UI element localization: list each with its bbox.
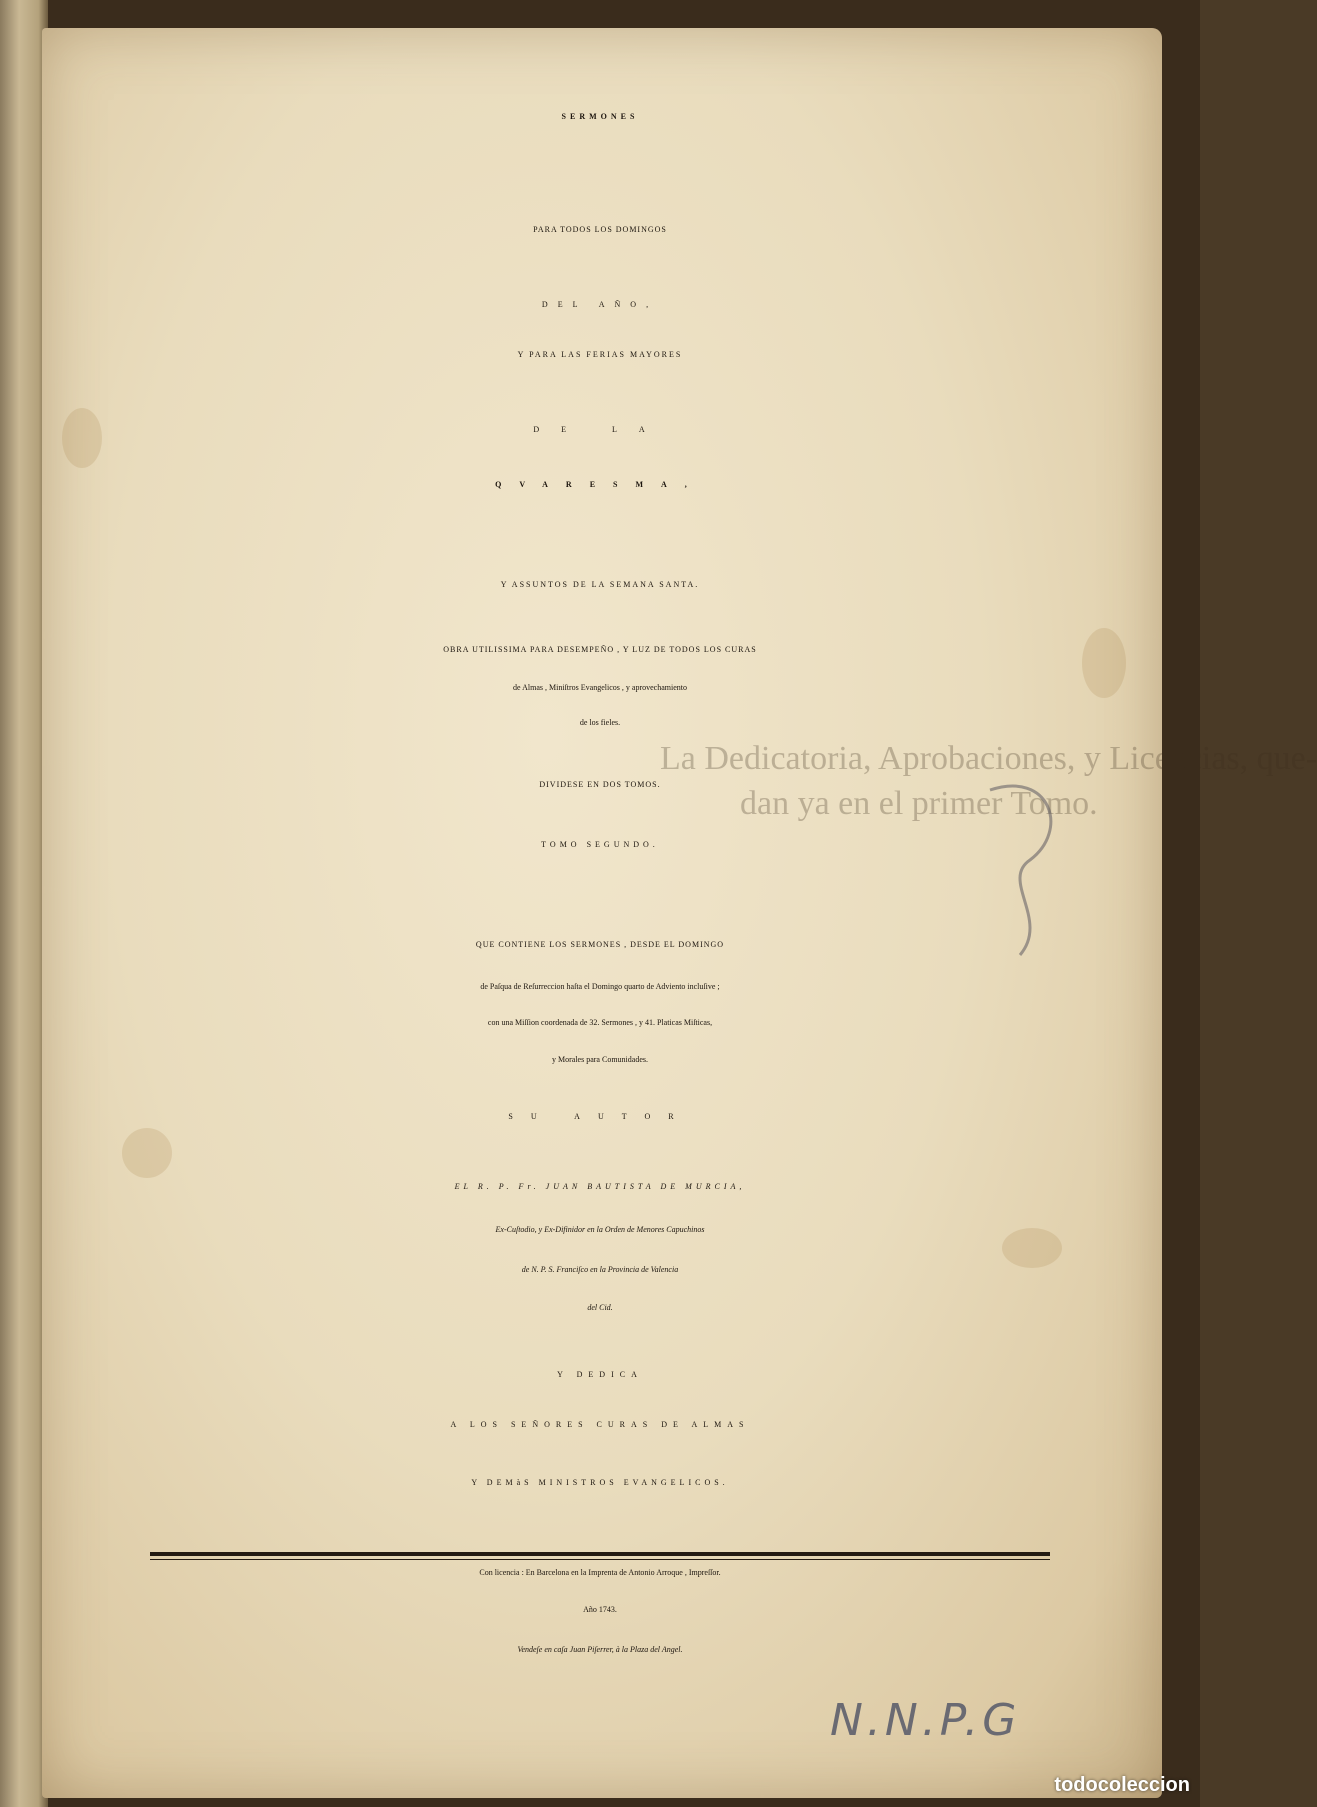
obra-line-2: de Almas , Miniſtros Evangelicos , y aprovechamiento — [513, 683, 687, 692]
author-line-4: del Cid. — [587, 1303, 613, 1312]
main-word-quaresma: QVARESMA, — [495, 480, 705, 489]
author-line-3: de N. P. S. Franciſco en la Provincia de Valencia — [521, 1265, 679, 1274]
subtitle-line-5: Y ASSUNTOS DE LA SEMANA SANTA. — [500, 580, 700, 589]
su-autor-heading: SU AUTOR — [508, 1112, 692, 1121]
handwritten-mark: N.N.P.G — [830, 1695, 1021, 1746]
imprint-rule — [150, 1552, 1050, 1556]
imprint-line-3: Vendeſe en caſa Juan Piſerrer, à la Plaza del Angel. — [517, 1645, 683, 1654]
book-title: SERMONES — [561, 112, 639, 121]
show-through-text-1: La Dedicatoria, Aprobaciones, y Licencias, que- — [660, 740, 1317, 777]
contents-line-4: y Morales para Comunidades. — [552, 1055, 648, 1064]
dedication-line-1: A LOS SEÑORES CURAS DE ALMAS — [450, 1420, 750, 1429]
imprint-year: Año 1743. — [583, 1605, 617, 1614]
divide-line: DIVIDESE EN DOS TOMOS. — [539, 780, 661, 789]
subtitle-line-4: DE LA — [533, 425, 667, 434]
subtitle-line-1: PARA TODOS LOS DOMINGOS — [533, 225, 667, 234]
subtitle-line-2: DEL AÑO, — [541, 300, 659, 309]
show-through-text-2: dan ya en el primer Tomo. — [740, 785, 1098, 822]
obra-line-1: OBRA UTILISSIMA PARA DESEMPEÑO , Y LUZ DE TODOS LOS CURAS — [443, 645, 757, 654]
pencil-mark — [960, 770, 1080, 970]
contents-line-1: QUE CONTIENE LOS SERMONES , DESDE EL DOMINGO — [475, 940, 725, 949]
imprint-rule-thin — [150, 1559, 1050, 1560]
obra-line-3: de los fieles. — [579, 718, 621, 727]
imprint-line-1: Con licencia : En Barcelona en la Imprenta de Antonio Arroque , Impreſſor. — [479, 1568, 721, 1577]
author-name: EL R. P. Fr. JUAN BAUTISTA DE MURCIA, — [454, 1182, 746, 1191]
contents-line-2: de Paſqua de Reſurreccion haſta el Domingo quarto de Adviento incluſive ; — [480, 982, 720, 991]
watermark: todocoleccion — [1054, 1774, 1190, 1796]
dedication-line-2: Y DEMàS MINISTROS EVANGELICOS. — [471, 1478, 729, 1487]
subtitle-line-3: Y PARA LAS FERIAS MAYORES — [517, 350, 683, 359]
contents-line-3: con una Miſſion coordenada de 32. Sermones , y 41. Platicas Miſticas, — [487, 1018, 713, 1027]
author-line-2: Ex-Cuſtodio, y Ex-Difinidor en la Orden de Menores Capuchinos — [495, 1225, 705, 1234]
dedica-heading: Y DEDICA — [557, 1370, 643, 1379]
tomo-heading: TOMO SEGUNDO. — [541, 840, 659, 849]
